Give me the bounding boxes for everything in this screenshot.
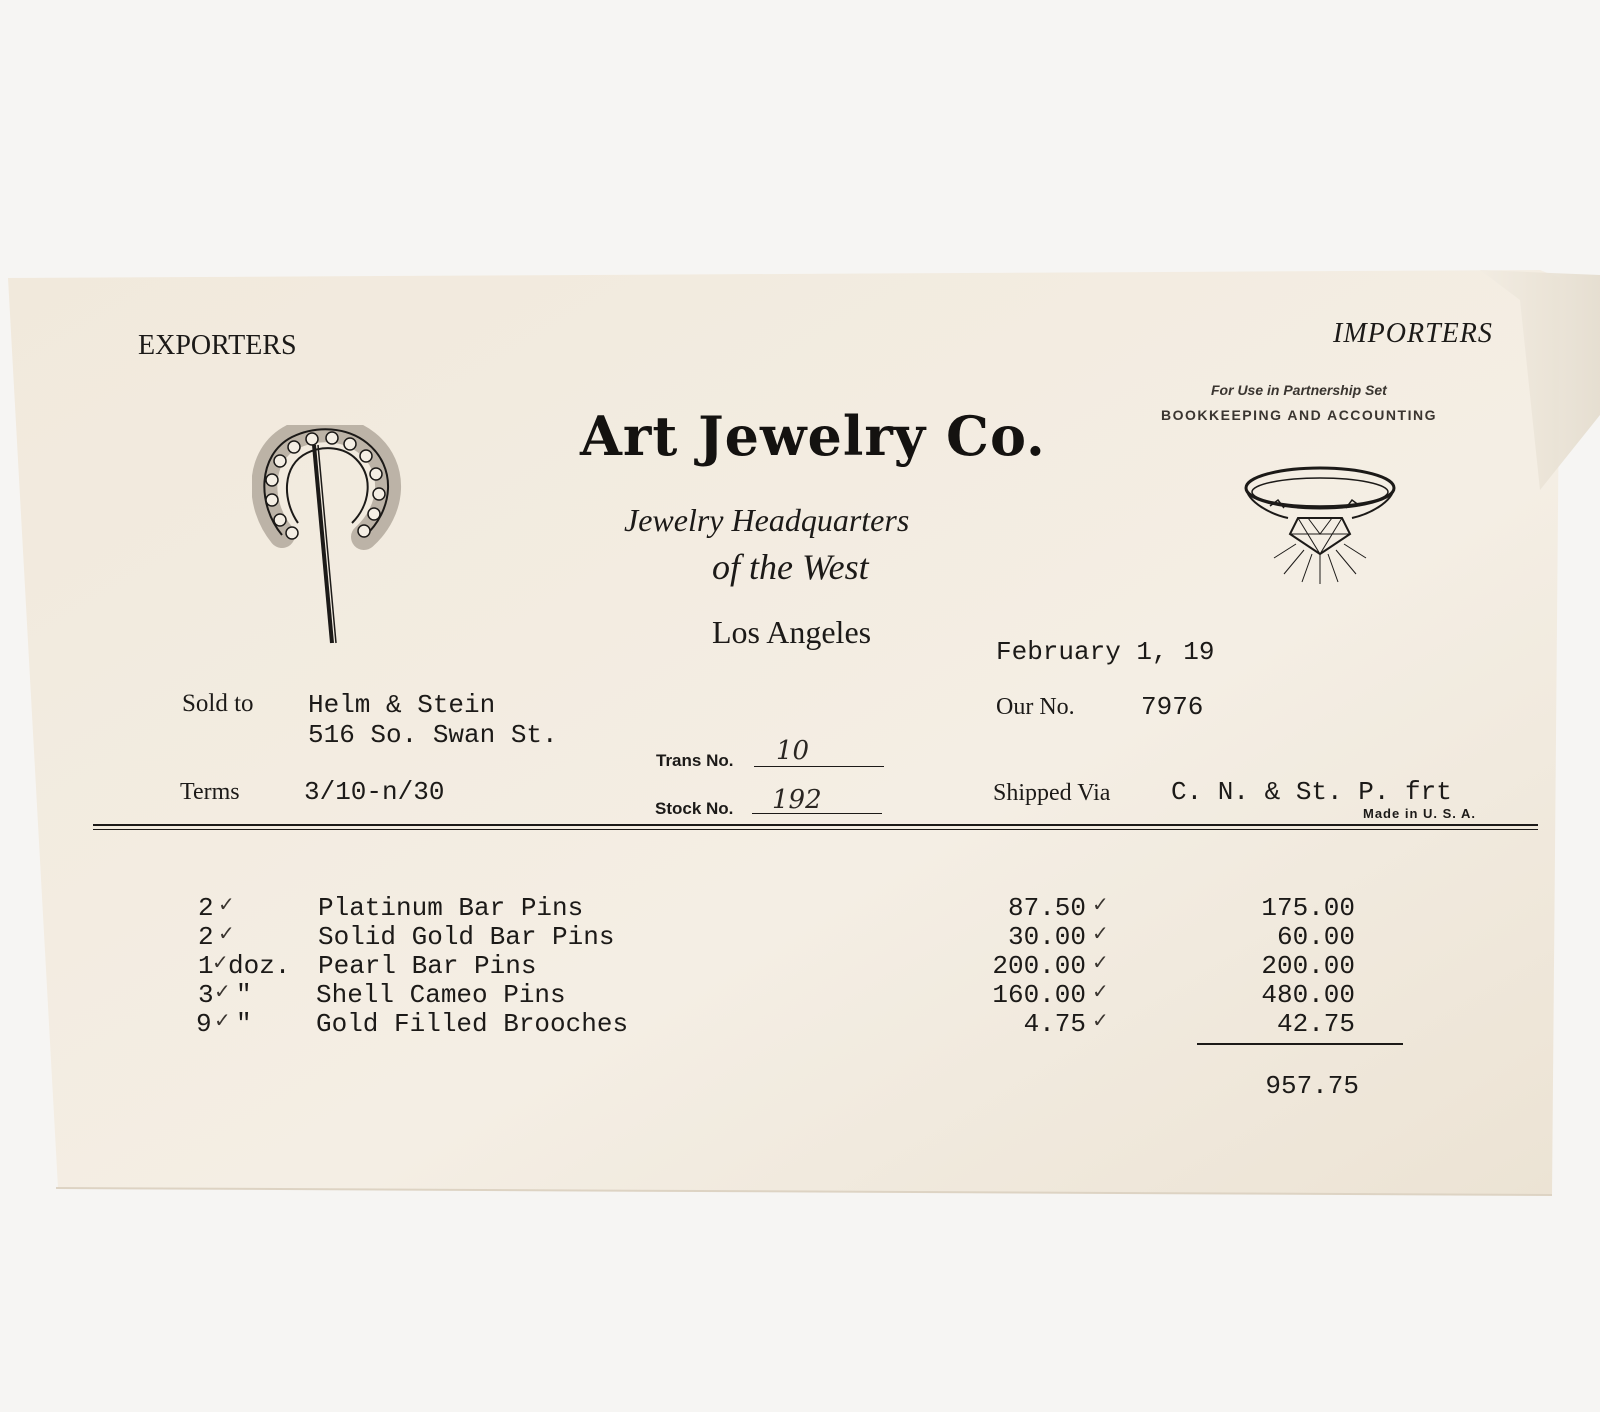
terms-label: Terms — [180, 779, 240, 805]
check-icon: ✓ — [1092, 979, 1109, 1003]
our-no-label: Our No. — [996, 694, 1075, 720]
shipped-via-label: Shipped Via — [993, 780, 1111, 806]
our-no-value: 7976 — [1141, 692, 1204, 722]
trans-no-label: Trans No. — [656, 751, 734, 770]
check-icon: ✓ — [1092, 1008, 1109, 1032]
bookkeeping-note: BOOKKEEPING AND ACCOUNTING — [1161, 407, 1437, 423]
item-unit: " — [236, 980, 252, 1010]
sold-to-label: Sold to — [182, 690, 254, 717]
item-amount: 200.00 — [1261, 951, 1355, 981]
exporters-label: EXPORTERS — [138, 330, 297, 361]
item-amount: 42.75 — [1276, 1009, 1355, 1039]
stock-no-value: 192 — [772, 785, 822, 815]
check-icon: ✓ — [214, 1008, 231, 1032]
partnership-note: For Use in Partnership Set — [1211, 382, 1387, 398]
customer-address: 516 So. Swan St. — [308, 720, 558, 750]
header-rule-bottom — [93, 829, 1538, 830]
item-price: 87.50 — [1007, 893, 1086, 923]
item-description: Platinum Bar Pins — [318, 893, 584, 923]
importers-label: IMPORTERS — [1333, 318, 1493, 349]
item-qty: 3 — [198, 980, 214, 1010]
check-icon: ✓ — [218, 921, 235, 945]
horseshoe-stickpin-icon — [252, 425, 402, 645]
invoice-date: February 1, 19 — [996, 637, 1215, 667]
company-name: Art Jewelry Co. — [580, 404, 1046, 468]
item-price: 30.00 — [1007, 922, 1086, 952]
item-description: Gold Filled Brooches — [316, 1009, 629, 1039]
item-description: Solid Gold Bar Pins — [318, 922, 615, 952]
tagline-line2: of the West — [712, 547, 869, 587]
stock-no-label: Stock No. — [655, 799, 734, 818]
item-amount: 60.00 — [1276, 922, 1355, 952]
item-qty: 2 — [198, 922, 214, 952]
item-qty: 9 — [196, 1009, 212, 1039]
invoice-total: 957.75 — [1265, 1071, 1359, 1101]
item-price: 160.00 — [992, 980, 1086, 1010]
diamond-ring-icon — [1240, 462, 1400, 587]
customer-name: Helm & Stein — [308, 690, 496, 720]
header-rule-top — [93, 824, 1538, 826]
check-icon: ✓ — [212, 950, 229, 974]
check-icon: ✓ — [1092, 892, 1109, 916]
sum-rule — [1197, 1043, 1403, 1045]
check-icon: ✓ — [218, 892, 235, 916]
item-qty: 2 — [198, 893, 214, 923]
item-unit: doz. — [228, 951, 291, 981]
item-qty: 1 — [198, 951, 214, 981]
item-amount: 480.00 — [1261, 980, 1355, 1010]
terms-value: 3/10-n/30 — [304, 777, 445, 807]
item-price: 200.00 — [992, 951, 1086, 981]
trans-no-value: 10 — [776, 736, 810, 766]
item-amount: 175.00 — [1261, 893, 1355, 923]
item-description: Shell Cameo Pins — [316, 980, 566, 1010]
shipped-via-value: C. N. & St. P. frt — [1171, 777, 1452, 807]
item-description: Pearl Bar Pins — [318, 951, 537, 981]
item-unit: " — [236, 1009, 252, 1039]
trans-no-line — [754, 766, 884, 767]
made-in-label: Made in U. S. A. — [1363, 806, 1477, 821]
check-icon: ✓ — [1092, 921, 1109, 945]
check-icon: ✓ — [214, 979, 231, 1003]
city-label: Los Angeles — [712, 614, 872, 650]
tagline-line1: Jewelry Headquarters — [624, 502, 910, 538]
item-price: 4.75 — [1023, 1009, 1086, 1039]
check-icon: ✓ — [1092, 950, 1109, 974]
